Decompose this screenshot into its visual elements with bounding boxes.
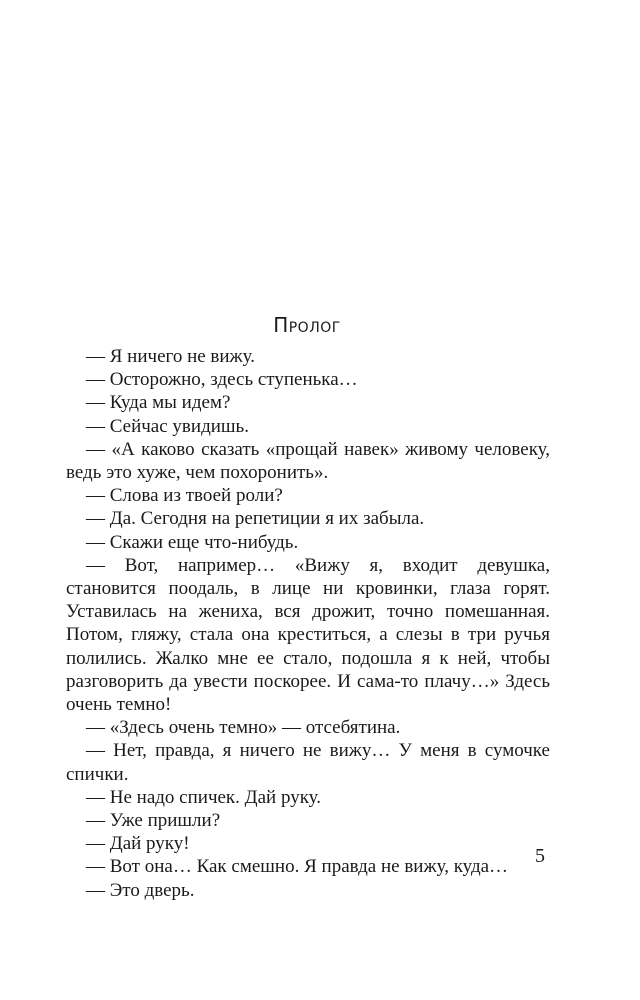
- paragraph: — Дай руку!: [86, 833, 190, 855]
- paragraph: — «Здесь очень темно» — отсебятина.: [86, 717, 401, 739]
- paragraph: — Уже пришли?: [86, 810, 221, 832]
- paragraph: — Вот, например… «Вижу я, входит девушка, становится поодаль, в лице ни кровинки, глаза горят. Уставилась на жениха, вся дрожит, точно помешанная. Потом, гляжу, стала она креститься, а слезы в три ручья полились. Жалко мне ее стало, подошла я к ней, чтобы разговорить да увести поскорее. И сама-то плачу…» Здесь очень темно!: [66, 554, 550, 716]
- paragraph: — Скажи еще что-нибудь.: [86, 531, 299, 553]
- paragraph: — «А каково сказать «прощай навек» живому человеку, ведь это хуже, чем похоронить».: [66, 438, 550, 484]
- paragraph: — Да. Сегодня на репетиции я их забыла.: [86, 508, 425, 530]
- paragraph: — Куда мы идем?: [86, 392, 231, 414]
- paragraph: — Я ничего не вижу.: [86, 346, 256, 367]
- paragraph: — Сейчас увидишь.: [86, 415, 249, 437]
- chapter-title: Пролог: [273, 313, 341, 337]
- paragraph: — Осторожно, здесь ступенька…: [86, 369, 358, 391]
- paragraph: — Не надо спичек. Дай руку.: [86, 786, 322, 808]
- page-number: 5: [535, 845, 545, 867]
- paragraph: — Слова из твоей роли?: [86, 485, 283, 507]
- paragraph: — Нет, правда, я ничего не вижу… У меня в сумочке спички.: [66, 740, 550, 785]
- paragraph: — Это дверь.: [86, 879, 195, 901]
- paragraph: — Вот она… Как смешно. Я правда не вижу, куда…: [86, 856, 509, 878]
- body-text: [66, 345, 550, 902]
